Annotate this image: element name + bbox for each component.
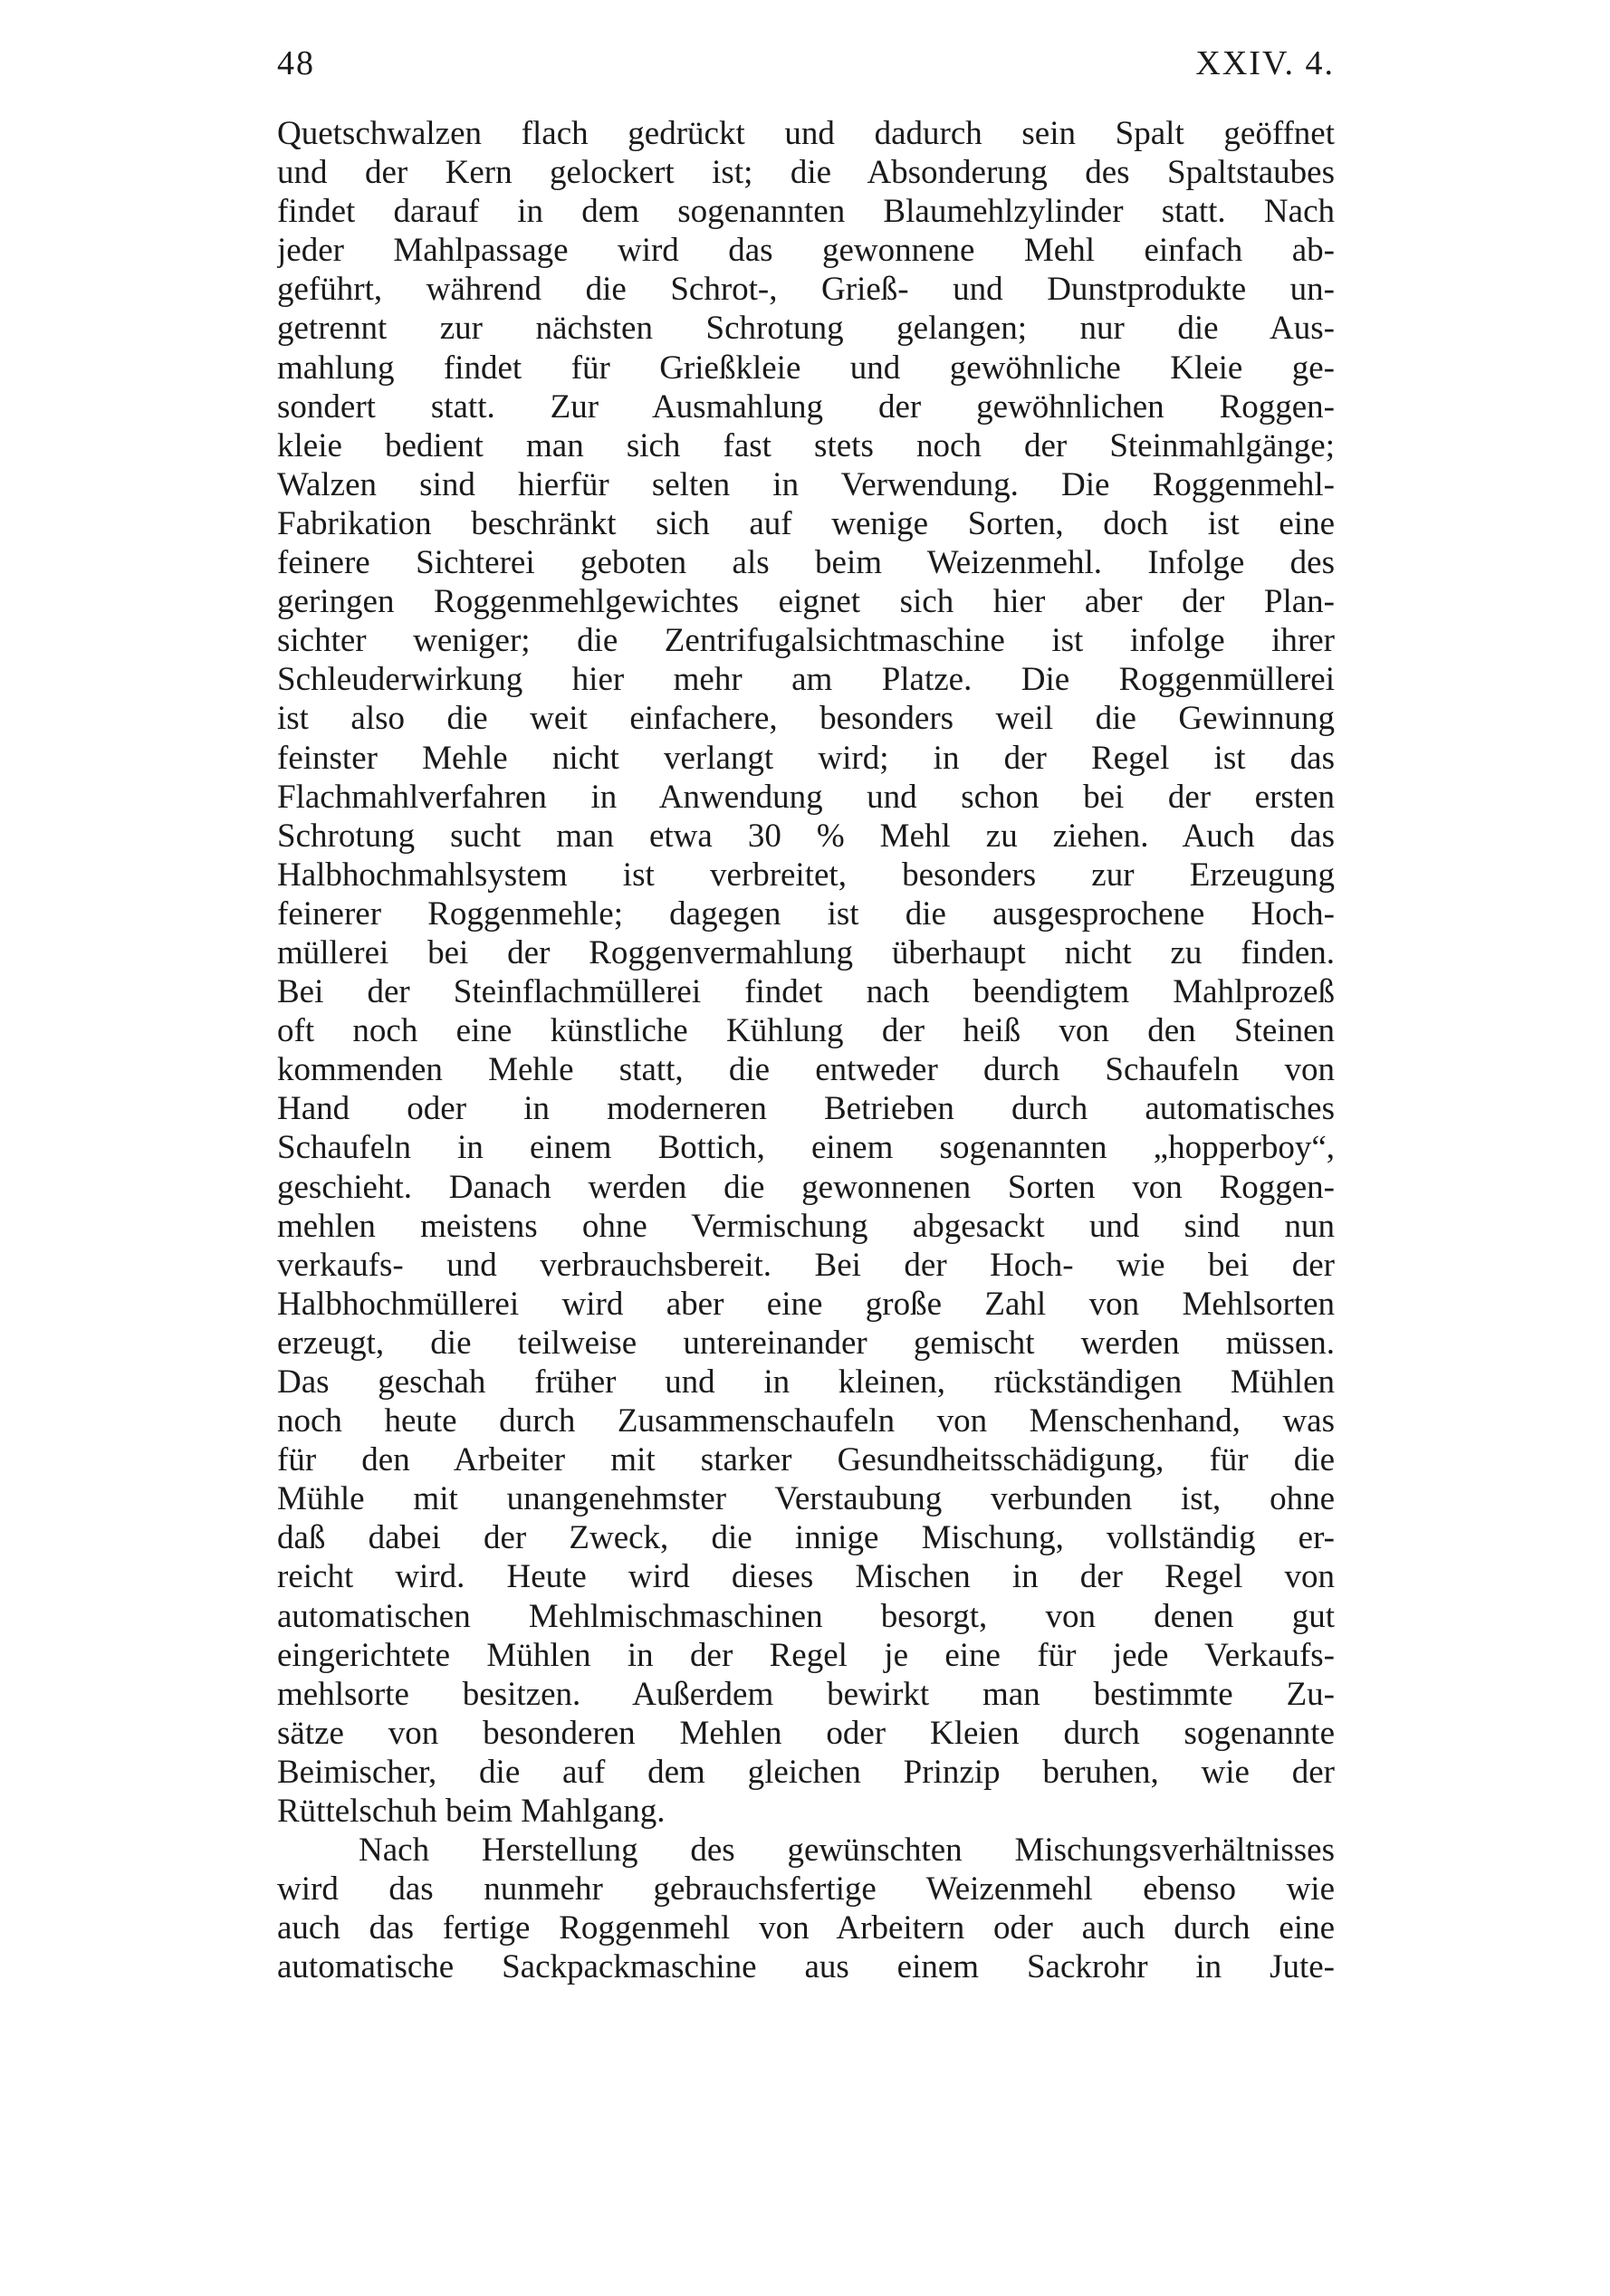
text-line: sätze von besonderen Mehlen oder Kleien durch sogenannte <box>277 1714 1335 1752</box>
text-line: für den Arbeiter mit starker Gesundheitsschädigung, für die <box>277 1441 1335 1479</box>
text-line: automatische Sackpackmaschine aus einem Sackrohr in Jute- <box>277 1948 1335 1986</box>
text-line: erzeugt, die teilweise untereinander gemischt werden müssen. <box>277 1324 1335 1362</box>
text-line: mahlung findet für Grießkleie und gewöhnliche Kleie ge- <box>277 349 1335 387</box>
text-line: geführt, während die Schrot-, Grieß- und Dunstprodukte un- <box>277 271 1335 309</box>
text-line: mehlen meistens ohne Vermischung abgesackt und sind nun <box>277 1207 1335 1245</box>
page-header <box>277 43 1335 89</box>
text-line: feinster Mehle nicht verlangt wird; in der Regel ist das <box>277 739 1335 777</box>
text-line: verkaufs- und verbrauchsbereit. Bei der Hoch- wie bei der <box>277 1246 1335 1284</box>
text-line: Nach Herstellung des gewünschten Mischungsverhältnisses <box>359 1832 1335 1870</box>
text-line: Mühle mit unangenehmster Verstaubung verbunden ist, ohne <box>277 1480 1335 1518</box>
text-line: Quetschwalzen flach gedrückt und dadurch sein Spalt geöffnet <box>277 115 1335 152</box>
text-line: Bei der Steinflachmüllerei findet nach beendigtem Mahlprozeß <box>277 973 1335 1011</box>
text-line: Halbhochmüllerei wird aber eine große Zahl von Mehlsorten <box>277 1285 1335 1323</box>
text-line: automatischen Mehlmischmaschinen besorgt, von denen gut <box>277 1597 1335 1635</box>
text-line: noch heute durch Zusammenschaufeln von Menschenhand, was <box>277 1402 1335 1440</box>
paragraph-2 <box>277 1831 1335 1986</box>
text-line: getrennt zur nächsten Schrotung gelangen; nur die Aus- <box>277 310 1335 348</box>
text-line: kleie bedient man sich fast stets noch der Steinmahlgänge; <box>277 426 1335 464</box>
text-line: sichter weniger; die Zentrifugalsichtmaschine ist infolge ihrer <box>277 622 1335 660</box>
body-text <box>277 114 1335 1987</box>
text-line: wird das nunmehr gebrauchsfertige Weizenmehl ebenso wie <box>277 1870 1335 1909</box>
text-line: Halbhochmahlsystem ist verbreitet, besonders zur Erzeugung <box>277 856 1335 894</box>
text-line: reicht wird. Heute wird dieses Mischen in der Regel von <box>277 1558 1335 1596</box>
text-line: Das geschah früher und in kleinen, rückständigen Mühlen <box>277 1363 1335 1401</box>
text-line: geringen Roggenmehlgewichtes eignet sich hier aber der Plan- <box>277 583 1335 621</box>
text-line: Walzen sind hierfür selten in Verwendung. Die Roggenmehl- <box>277 465 1335 503</box>
text-line: mehlsorte besitzen. Außerdem bewirkt man bestimmte Zu- <box>277 1675 1335 1713</box>
text-line: Flachmahlverfahren in Anwendung und schon bei der ersten <box>277 778 1335 816</box>
text-line: Rüttelschuh beim Mahlgang. <box>277 1793 666 1831</box>
text-line: Beimischer, die auf dem gleichen Prinzip beruhen, wie der <box>277 1753 1335 1791</box>
text-line: Fabrikation beschränkt sich auf wenige Sorten, doch ist eine <box>277 504 1335 542</box>
section-reference: XXIV. 4. <box>1195 44 1335 82</box>
text-line: Hand oder in moderneren Betrieben durch automatisches <box>277 1090 1335 1128</box>
text-line: eingerichtete Mühlen in der Regel je eine für jede Verkaufs- <box>277 1636 1335 1674</box>
text-line: geschieht. Danach werden die gewonnenen Sorten von Roggen- <box>277 1168 1335 1206</box>
text-line: Schrotung sucht man etwa 30 % Mehl zu ziehen. Auch das <box>277 817 1335 855</box>
text-line: feinere Sichterei geboten als beim Weizenmehl. Infolge des <box>277 544 1335 582</box>
text-line: oft noch eine künstliche Kühlung der heiß von den Steinen <box>277 1012 1335 1050</box>
text-line: sondert statt. Zur Ausmahlung der gewöhnlichen Roggen- <box>277 387 1335 426</box>
text-line: daß dabei der Zweck, die innige Mischung, vollständig er- <box>277 1519 1335 1557</box>
text-line: Schaufeln in einem Bottich, einem sogenannten „hopperboy“, <box>277 1129 1335 1167</box>
text-line: und der Kern gelockert ist; die Absonderung des Spaltstaubes <box>277 154 1335 192</box>
paragraph-1 <box>277 114 1335 1831</box>
text-line: jeder Mahlpassage wird das gewonnene Mehl einfach ab- <box>277 232 1335 270</box>
text-line: kommenden Mehle statt, die entweder durch Schaufeln von <box>277 1051 1335 1089</box>
text-line: müllerei bei der Roggenvermahlung überhaupt nicht zu finden. <box>277 933 1335 971</box>
text-line: auch das fertige Roggenmehl von Arbeitern oder auch durch eine <box>277 1909 1335 1947</box>
text-line: ist also die weit einfachere, besonders weil die Gewinnung <box>277 700 1335 738</box>
text-line: feinerer Roggenmehle; dagegen ist die ausgesprochene Hoch- <box>277 894 1335 933</box>
text-line: findet darauf in dem sogenannten Blaumehlzylinder statt. Nach <box>277 193 1335 231</box>
page-number: 48 <box>277 44 315 82</box>
text-line: Schleuderwirkung hier mehr am Platze. Die Roggenmüllerei <box>277 661 1335 699</box>
